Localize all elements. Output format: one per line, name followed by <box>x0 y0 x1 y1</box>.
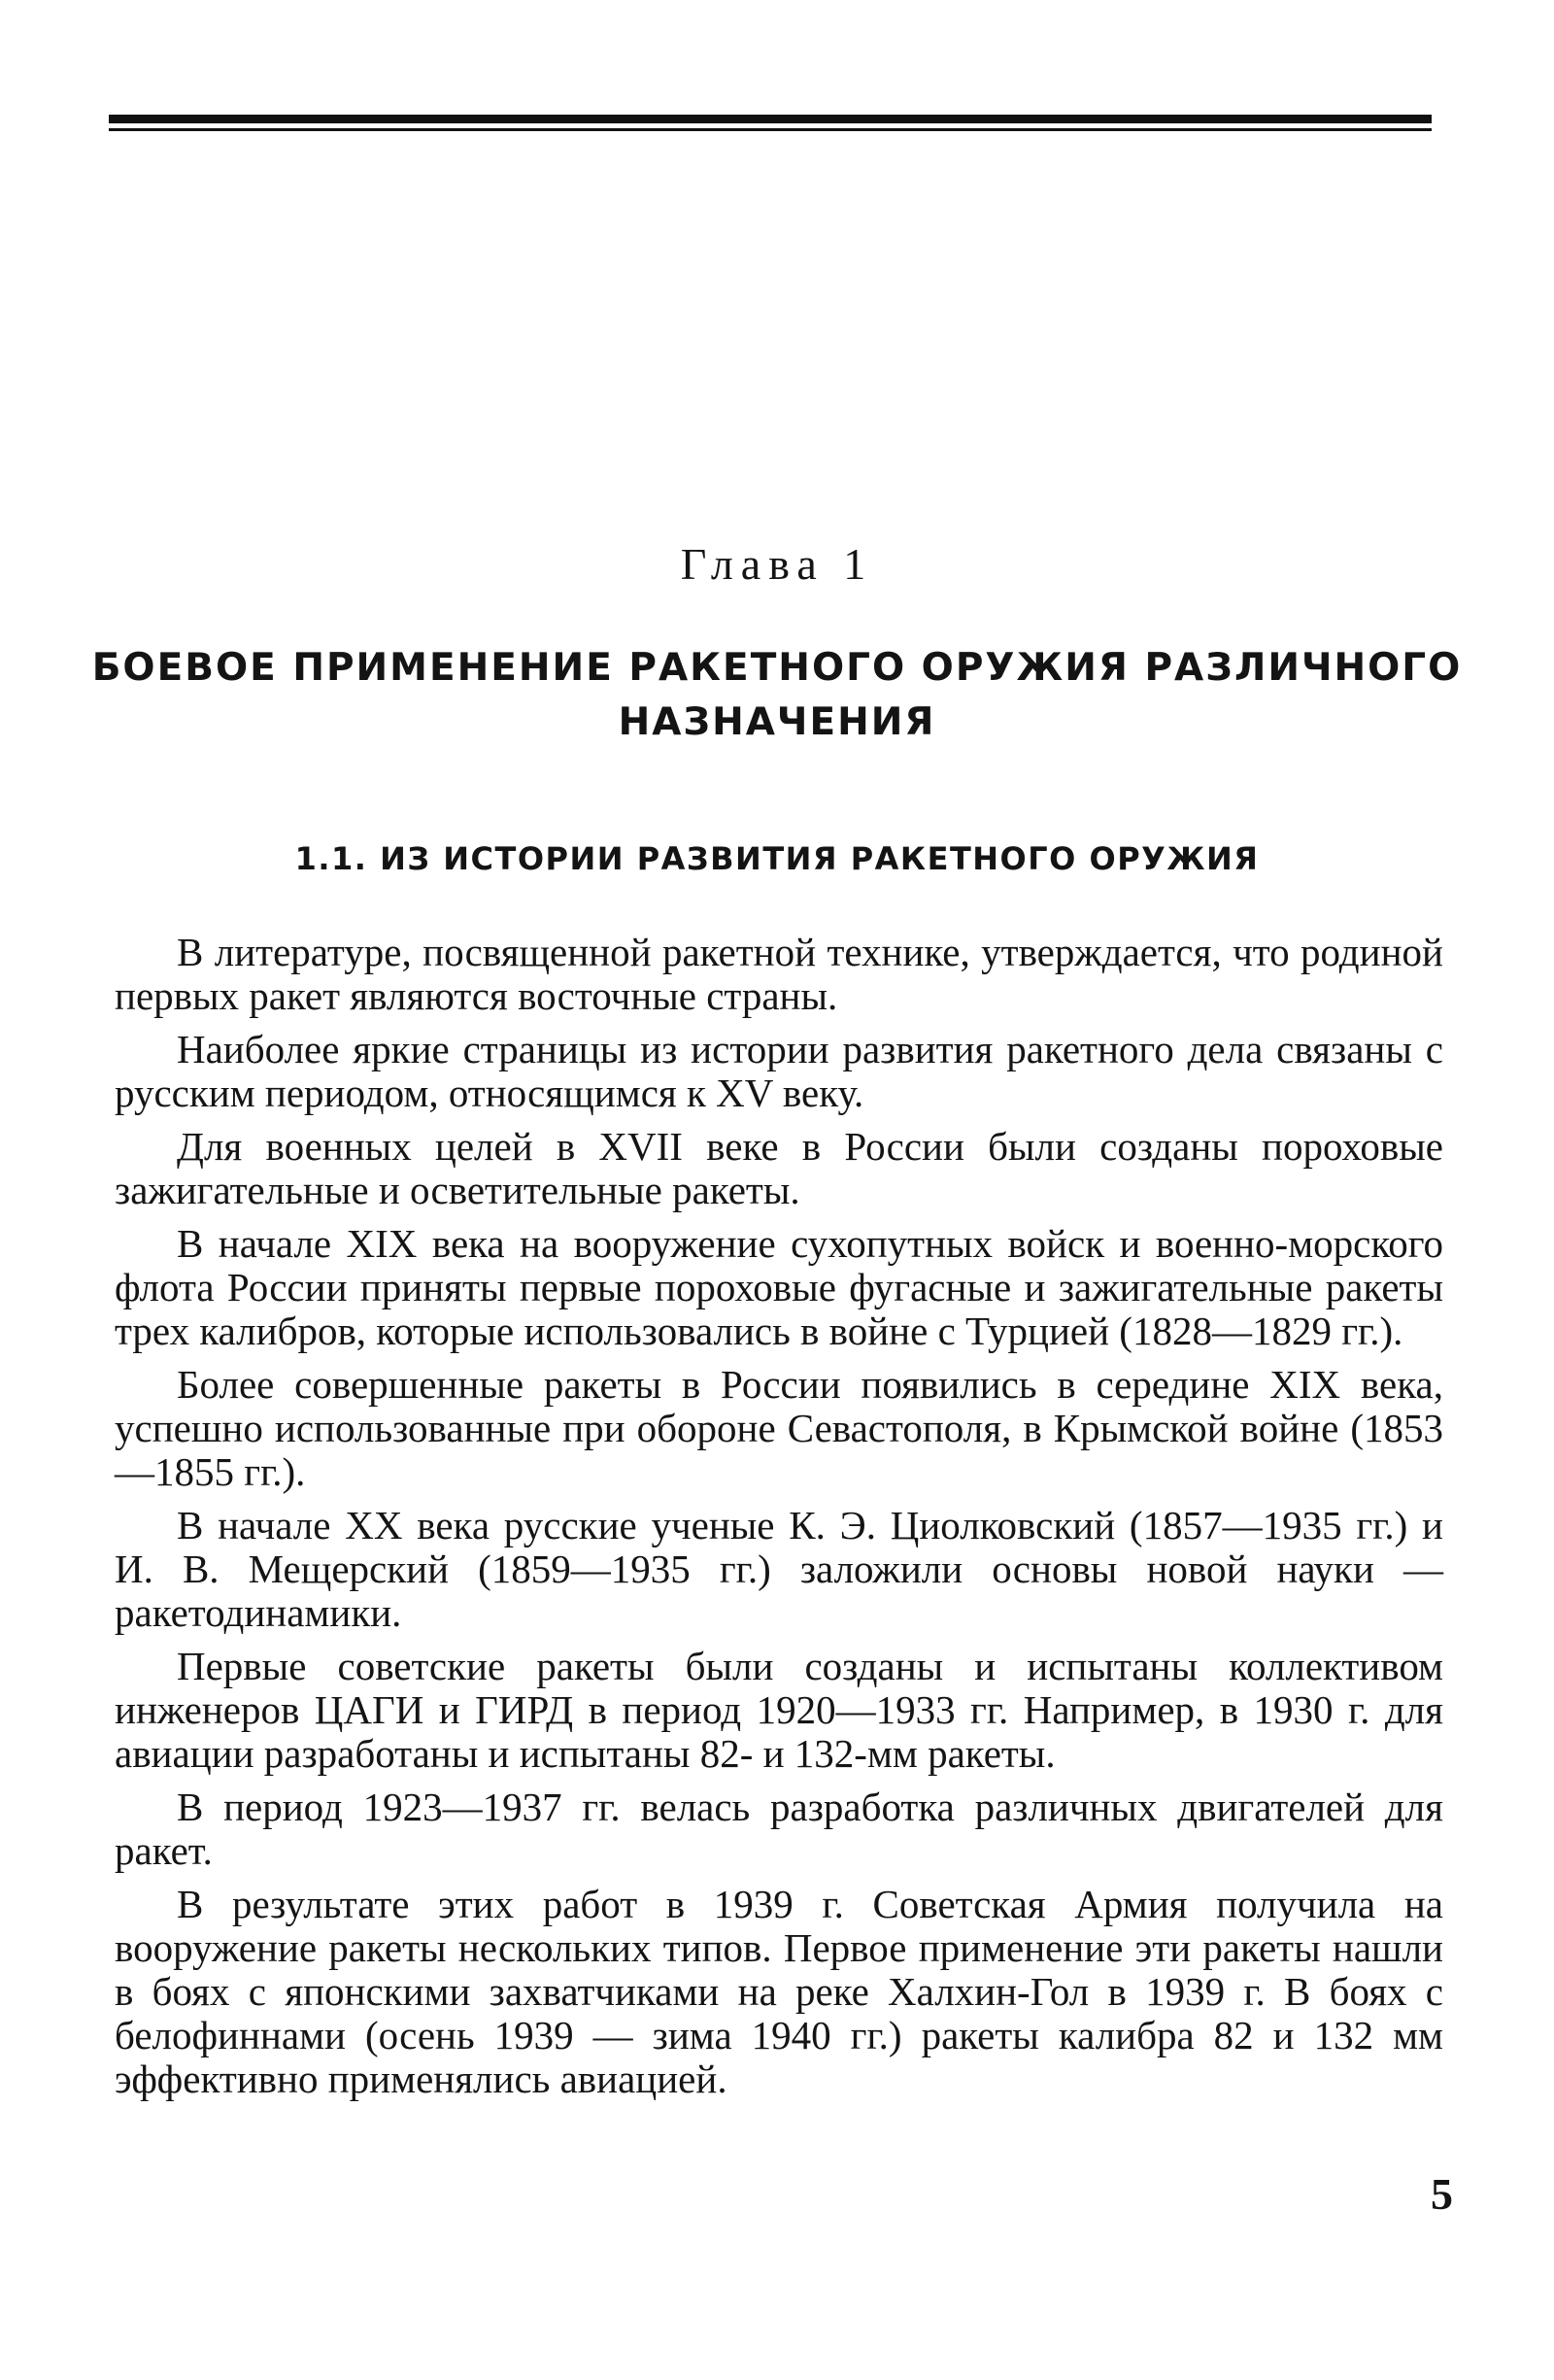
header-rule <box>109 115 1432 123</box>
paragraph: Более совершенные ракеты в России появились в середине XIX века, успешно использованные при обороне Севастополя, в Крымской войне (1853—1855 гг.). <box>115 1362 1443 1494</box>
header-rule-thin <box>109 128 1432 131</box>
paragraph: В начале XIX века на вооружение сухопутных войск и военно-морского флота России приняты первые пороховые фугасные и зажигательные ракеты трех калибров, которые использовались в войне с Турцией (1828—1829 гг.). <box>115 1221 1443 1353</box>
paragraph: В начале XX века русские ученые К. Э. Циолковский (1857—1935 гг.) и И. В. Мещерский (1859—1935 гг.) заложили основы новой науки — ракетодинамики. <box>115 1503 1443 1635</box>
body-text <box>115 931 1443 2111</box>
section-title: 1.1. ИЗ ИСТОРИИ РАЗВИТИЯ РАКЕТНОГО ОРУЖИЯ <box>294 840 1260 877</box>
paragraph: Для военных целей в XVII веке в России были созданы пороховые зажигательные и осветительные ракеты. <box>115 1124 1443 1212</box>
paragraph: В период 1923—1937 гг. велась разработка различных двигателей для ракет. <box>115 1785 1443 1873</box>
paragraph: В результате этих работ в 1939 г. Советская Армия получила на вооружение ракеты нескольких типов. Первое применение эти ракеты нашли в боях с японскими захватчиками на реке Халхин-Гол в 1939 г. В боях с белофиннами (осень 1939 — зима 1940 гг.) ракеты калибра 82 и 132 мм эффективно применялись авиацией. <box>115 1882 1443 2101</box>
chapter-title <box>0 641 1554 750</box>
chapter-label: Глава 1 <box>680 539 874 589</box>
paragraph: Первые советские ракеты были созданы и испытаны коллективом инженеров ЦАГИ и ГИРД в период 1920—1933 гг. Например, в 1930 г. для авиации разработаны и испытаны 82- и 132-мм ракеты. <box>115 1644 1443 1776</box>
page-number: 5 <box>1431 2169 1453 2219</box>
paragraph: Наиболее яркие страницы из истории развития ракетного дела связаны с русским периодом, относящимся к XV веку. <box>115 1027 1443 1115</box>
chapter-title-text: БОЕВОЕ ПРИМЕНЕНИЕ РАКЕТНОГО ОРУЖИЯ РАЗЛИЧНОГО НАЗНАЧЕНИЯ <box>91 646 1463 744</box>
paragraph: В литературе, посвященной ракетной технике, утверждается, что родиной первых ракет являются восточные страны. <box>115 930 1443 1018</box>
